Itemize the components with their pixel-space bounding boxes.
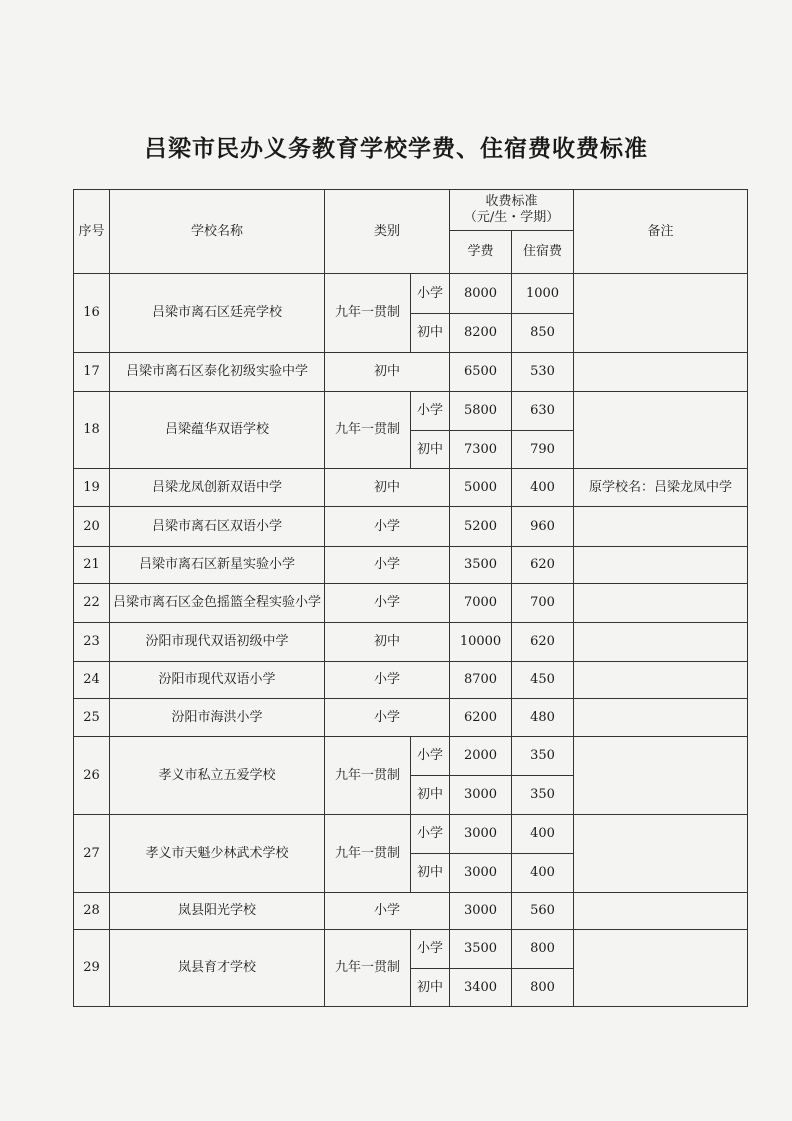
school-name: 岚县阳光学校	[110, 893, 325, 930]
tuition-fee: 6200	[450, 699, 512, 737]
tuition-fee: 5200	[450, 507, 512, 547]
row-seq: 29	[74, 930, 110, 1007]
table-row	[74, 930, 748, 969]
school-level: 初中	[411, 776, 450, 815]
school-category: 小学	[325, 507, 450, 547]
remark	[574, 392, 748, 469]
school-name: 吕梁市离石区双语小学	[110, 507, 325, 547]
header-tuition: 学费	[450, 231, 512, 274]
row-seq: 28	[74, 893, 110, 930]
school-name: 孝义市天魁少林武术学校	[110, 815, 325, 893]
remark: 原学校名：吕梁龙凤中学	[574, 469, 748, 507]
header-category: 类别	[325, 190, 450, 274]
remark	[574, 353, 748, 392]
school-category: 九年一贯制	[325, 930, 411, 1007]
table-row	[74, 623, 748, 662]
boarding-fee: 560	[512, 893, 574, 930]
row-seq: 18	[74, 392, 110, 469]
boarding-fee: 630	[512, 392, 574, 431]
header-boarding: 住宿费	[512, 231, 574, 274]
tuition-fee: 3400	[450, 969, 512, 1007]
school-category: 初中	[325, 469, 450, 507]
row-seq: 24	[74, 662, 110, 699]
school-level: 小学	[411, 392, 450, 431]
row-seq: 20	[74, 507, 110, 547]
school-name: 吕梁龙凤创新双语中学	[110, 469, 325, 507]
boarding-fee: 400	[512, 854, 574, 893]
table-row	[74, 815, 748, 854]
row-seq: 23	[74, 623, 110, 662]
table-row	[74, 662, 748, 699]
school-name: 汾阳市海洪小学	[110, 699, 325, 737]
row-seq: 27	[74, 815, 110, 893]
remark	[574, 815, 748, 893]
boarding-fee: 960	[512, 507, 574, 547]
tuition-fee: 3000	[450, 815, 512, 854]
school-name: 吕梁市离石区新星实验小学	[110, 547, 325, 584]
boarding-fee: 790	[512, 431, 574, 469]
school-level: 初中	[411, 314, 450, 353]
remark	[574, 584, 748, 623]
school-category: 小学	[325, 893, 450, 930]
tuition-fee: 3500	[450, 930, 512, 969]
boarding-fee: 350	[512, 776, 574, 815]
fee-standard-unit: （元/生・学期）	[463, 210, 560, 225]
school-category: 九年一贯制	[325, 737, 411, 815]
school-category: 九年一贯制	[325, 274, 411, 353]
table-row	[74, 737, 748, 776]
row-seq: 25	[74, 699, 110, 737]
boarding-fee: 850	[512, 314, 574, 353]
boarding-fee: 800	[512, 969, 574, 1007]
school-category: 初中	[325, 623, 450, 662]
school-name: 孝义市私立五爱学校	[110, 737, 325, 815]
table-row	[74, 699, 748, 737]
tuition-fee: 7300	[450, 431, 512, 469]
boarding-fee: 800	[512, 930, 574, 969]
header-remark: 备注	[574, 190, 748, 274]
boarding-fee: 700	[512, 584, 574, 623]
remark	[574, 507, 748, 547]
remark	[574, 893, 748, 930]
boarding-fee: 480	[512, 699, 574, 737]
row-seq: 19	[74, 469, 110, 507]
remark	[574, 274, 748, 353]
school-level: 小学	[411, 737, 450, 776]
row-seq: 17	[74, 353, 110, 392]
table-row	[74, 353, 748, 392]
remark	[574, 737, 748, 815]
tuition-fee: 8200	[450, 314, 512, 353]
school-name: 吕梁市离石区泰化初级实验中学	[110, 353, 325, 392]
boarding-fee: 350	[512, 737, 574, 776]
school-category: 小学	[325, 662, 450, 699]
table-row	[74, 893, 748, 930]
tuition-fee: 5800	[450, 392, 512, 431]
remark	[574, 699, 748, 737]
school-level: 初中	[411, 969, 450, 1007]
row-seq: 22	[74, 584, 110, 623]
tuition-fee: 3000	[450, 776, 512, 815]
school-name: 汾阳市现代双语小学	[110, 662, 325, 699]
boarding-fee: 530	[512, 353, 574, 392]
school-level: 小学	[411, 274, 450, 314]
header-fee-standard	[450, 190, 574, 231]
table-row	[74, 584, 748, 623]
tuition-fee: 6500	[450, 353, 512, 392]
tuition-fee: 7000	[450, 584, 512, 623]
boarding-fee: 400	[512, 815, 574, 854]
table-row	[74, 507, 748, 547]
tuition-fee: 3000	[450, 893, 512, 930]
school-name: 汾阳市现代双语初级中学	[110, 623, 325, 662]
table-row	[74, 274, 748, 314]
boarding-fee: 400	[512, 469, 574, 507]
school-category: 九年一贯制	[325, 815, 411, 893]
table-row	[74, 469, 748, 507]
school-category: 小学	[325, 584, 450, 623]
school-name: 吕梁市离石区金色摇篮全程实验小学	[110, 584, 325, 623]
school-level: 初中	[411, 854, 450, 893]
school-level: 小学	[411, 930, 450, 969]
row-seq: 16	[74, 274, 110, 353]
table-row	[74, 392, 748, 431]
school-name: 吕梁蕴华双语学校	[110, 392, 325, 469]
tuition-fee: 8000	[450, 274, 512, 314]
boarding-fee: 620	[512, 623, 574, 662]
boarding-fee: 1000	[512, 274, 574, 314]
table-row	[74, 547, 748, 584]
school-level: 初中	[411, 431, 450, 469]
tuition-fee: 3500	[450, 547, 512, 584]
school-category: 九年一贯制	[325, 392, 411, 469]
header-seq: 序号	[74, 190, 110, 274]
remark	[574, 662, 748, 699]
boarding-fee: 450	[512, 662, 574, 699]
remark	[574, 547, 748, 584]
tuition-fee: 5000	[450, 469, 512, 507]
fee-standard-label: 收费标准	[485, 194, 538, 209]
tuition-fee: 8700	[450, 662, 512, 699]
row-seq: 21	[74, 547, 110, 584]
tuition-fee: 3000	[450, 854, 512, 893]
school-name: 岚县育才学校	[110, 930, 325, 1007]
remark	[574, 623, 748, 662]
table-body	[74, 274, 748, 1007]
school-name: 吕梁市离石区廷亮学校	[110, 274, 325, 353]
school-level: 小学	[411, 815, 450, 854]
school-category: 小学	[325, 547, 450, 584]
boarding-fee: 620	[512, 547, 574, 584]
school-category: 初中	[325, 353, 450, 392]
remark	[574, 930, 748, 1007]
row-seq: 26	[74, 737, 110, 815]
tuition-fee: 10000	[450, 623, 512, 662]
school-category: 小学	[325, 699, 450, 737]
page-title: 吕梁市民办义务教育学校学费、住宿费收费标准	[144, 136, 648, 162]
tuition-fee: 2000	[450, 737, 512, 776]
fee-table	[73, 189, 748, 1007]
header-school-name: 学校名称	[110, 190, 325, 274]
